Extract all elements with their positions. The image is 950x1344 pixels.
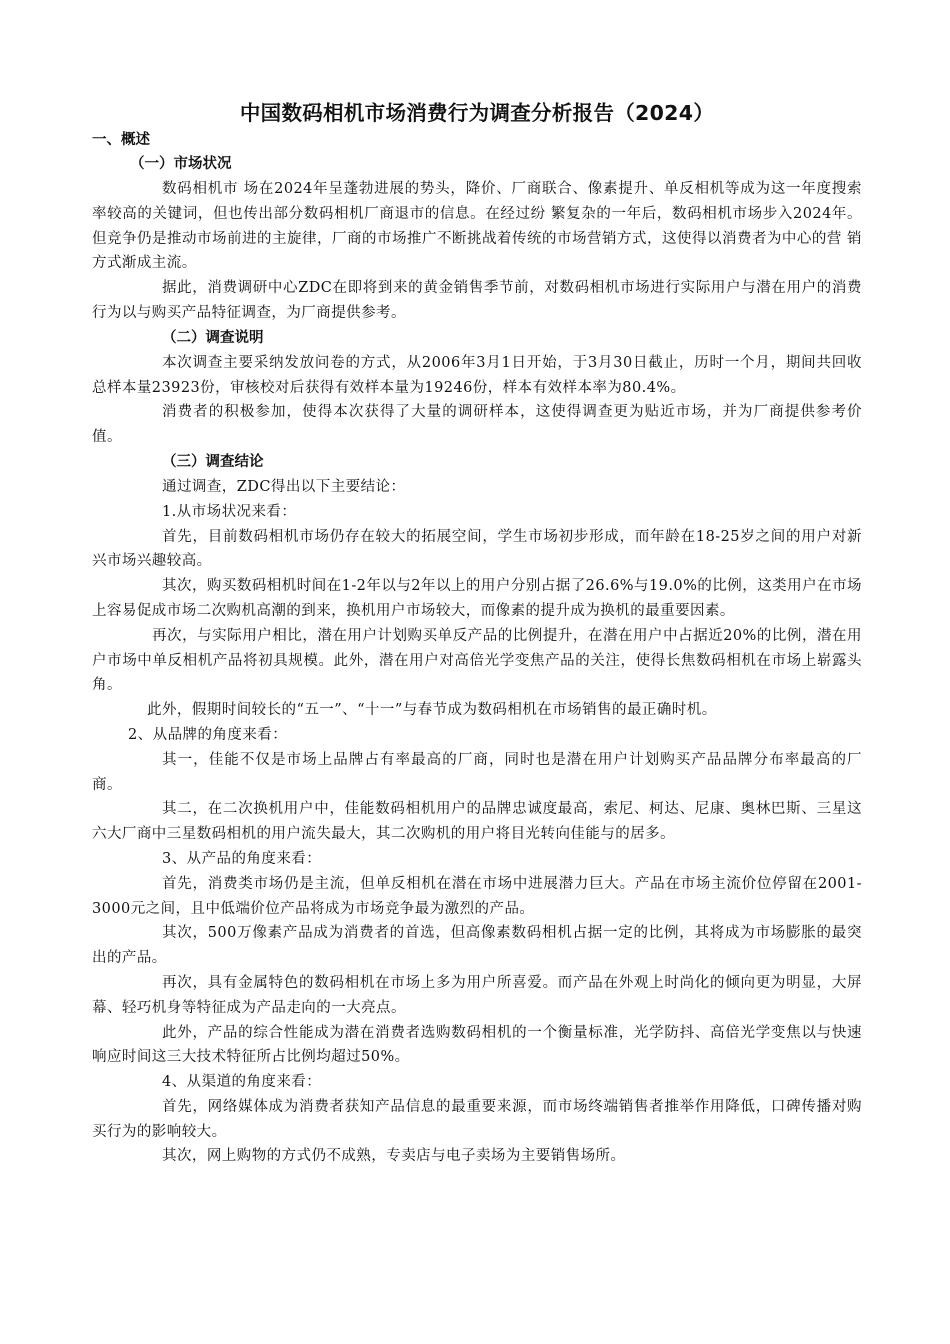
paragraph: 此外，产品的综合性能成为潜在消费者选购数码相机的一个衡量标准，光学防抖、高倍光学变焦以与快速响应时间这三大技术特征所占比例均超过50%。 — [92, 1024, 862, 1066]
paragraph: 其一，佳能不仅是市场上品牌占有率最高的厂商，同时也是潜在用户计划购买产品品牌分布率最高的厂商。 — [92, 751, 862, 793]
subheading-market-status: （一）市场状况 — [130, 156, 232, 172]
document-title: 中国数码相机市场消费行为调查分析报告（2024） — [239, 101, 715, 125]
paragraph: 首先，目前数码相机市场仍存在较大的拓展空间，学生市场初步形成，而年龄在18-25岁之间的用户对新兴市场兴趣较高。 — [92, 528, 862, 570]
paragraph: 此外，假期时间较长的“五一”、“十一”与春节成为数码相机在市场销售的最正确时机。 — [147, 702, 717, 719]
paragraph: 据此，消费调研中心ZDC在即将到来的黄金销售季节前，对数码相机市场进行实际用户与潜在用户的消费行为以与购买产品特征调查，为厂商提供参考。 — [92, 280, 862, 321]
section-heading-overview: 一、概述 — [92, 132, 150, 148]
paragraph: 通过调查，ZDC得出以下主要结论： — [162, 478, 406, 495]
paragraph: 首先，消费类市场仍是主流，但单反相机在潜在市场中进展潜力巨大。产品在市场主流价位停留在2001-3000元之间，且中低端价位产品将成为市场竞争最为激烈的产品。 — [92, 875, 862, 917]
subheading-survey-conclusions: （三）调查结论 — [162, 453, 264, 470]
paragraph: 其次，购买数码相机时间在1-2年以与2年以上的用户分别占据了26.6%与19.0%的比例，这类用户在市场上容易促成市场二次购机高潮的到来，换机用户市场较大，而像素的提升成为换机的最重要因素。 — [92, 578, 862, 619]
list-heading-product: 3、从产品的角度来看： — [162, 850, 322, 867]
paragraph: 本次调查主要采纳发放问卷的方式，从2006年3月1日开始，于3月30日截止，历时一个月，期间共回收总样本量23923份，审核校对后获得有效样本量为19246份，样本有效样本率为80.4%。 — [92, 354, 862, 396]
paragraph: 再次，具有金属特色的数码相机在市场上多为用户所喜爱。而产品在外观上时尚化的倾向更为明显，大屏幕、轻巧机身等特征成为产品走向的一大亮点。 — [92, 974, 862, 1016]
list-heading-channel: 4、从渠道的角度来看： — [162, 1074, 322, 1091]
document-page — [92, 98, 862, 1169]
paragraph: 消费者的积极参加，使得本次获得了大量的调研样本，这使得调查更为贴近市场，并为厂商提供参考价值。 — [92, 404, 862, 446]
paragraph: 其二，在二次换机用户中，佳能数码相机用户的品牌忠诚度最高，索尼、柯达、尼康、奥林巴斯、三星这六大厂商中三星数码相机的用户流失最大，其二次购机的用户将目光转向佳能与的居多。 — [92, 801, 862, 843]
paragraph: 其次，500万像素产品成为消费者的首选，但高像素数码相机占据一定的比例，其将成为市场膨胀的最突出的产品。 — [92, 925, 862, 967]
paragraph: 再次，与实际用户相比，潜在用户计划购买单反产品的比例提升，在潜在用户中占据近20%的比例，潜在用户市场中单反相机产品将初具规模。此外，潜在用户对高倍光学变焦产品的关注，使得长焦数码相机在市场上崭露头角。 — [92, 627, 862, 694]
paragraph: 数码相机市 场在2024年呈蓬勃进展的势头，降价、厂商联合、像素提升、单反相机等成为这一年度搜索率较高的关键词，但也传出部分数码相机厂商退市的信息。在经过纷 繁复杂的一年后，数码相机市场步入2024年。但竞争仍是推动市场前进的主旋律，厂商的市场推广不断挑战着传统的市场营销方式，这使得以消费者为中心的营 销方式渐成主流。 — [92, 181, 862, 272]
paragraph: 首先，网络媒体成为消费者获知产品信息的最重要来源，而市场终端销售者推举作用降低，口碑传播对购买行为的影响较大。 — [92, 1098, 862, 1140]
list-heading-market: 1.从市场状况来看： — [162, 503, 297, 520]
list-heading-brand: 2、从品牌的角度来看： — [128, 726, 288, 743]
paragraph: 其次，网上购物的方式仍不成熟，专卖店与电子卖场为主要销售场所。 — [162, 1148, 626, 1165]
subheading-survey-notes: （二）调查说明 — [162, 329, 264, 346]
